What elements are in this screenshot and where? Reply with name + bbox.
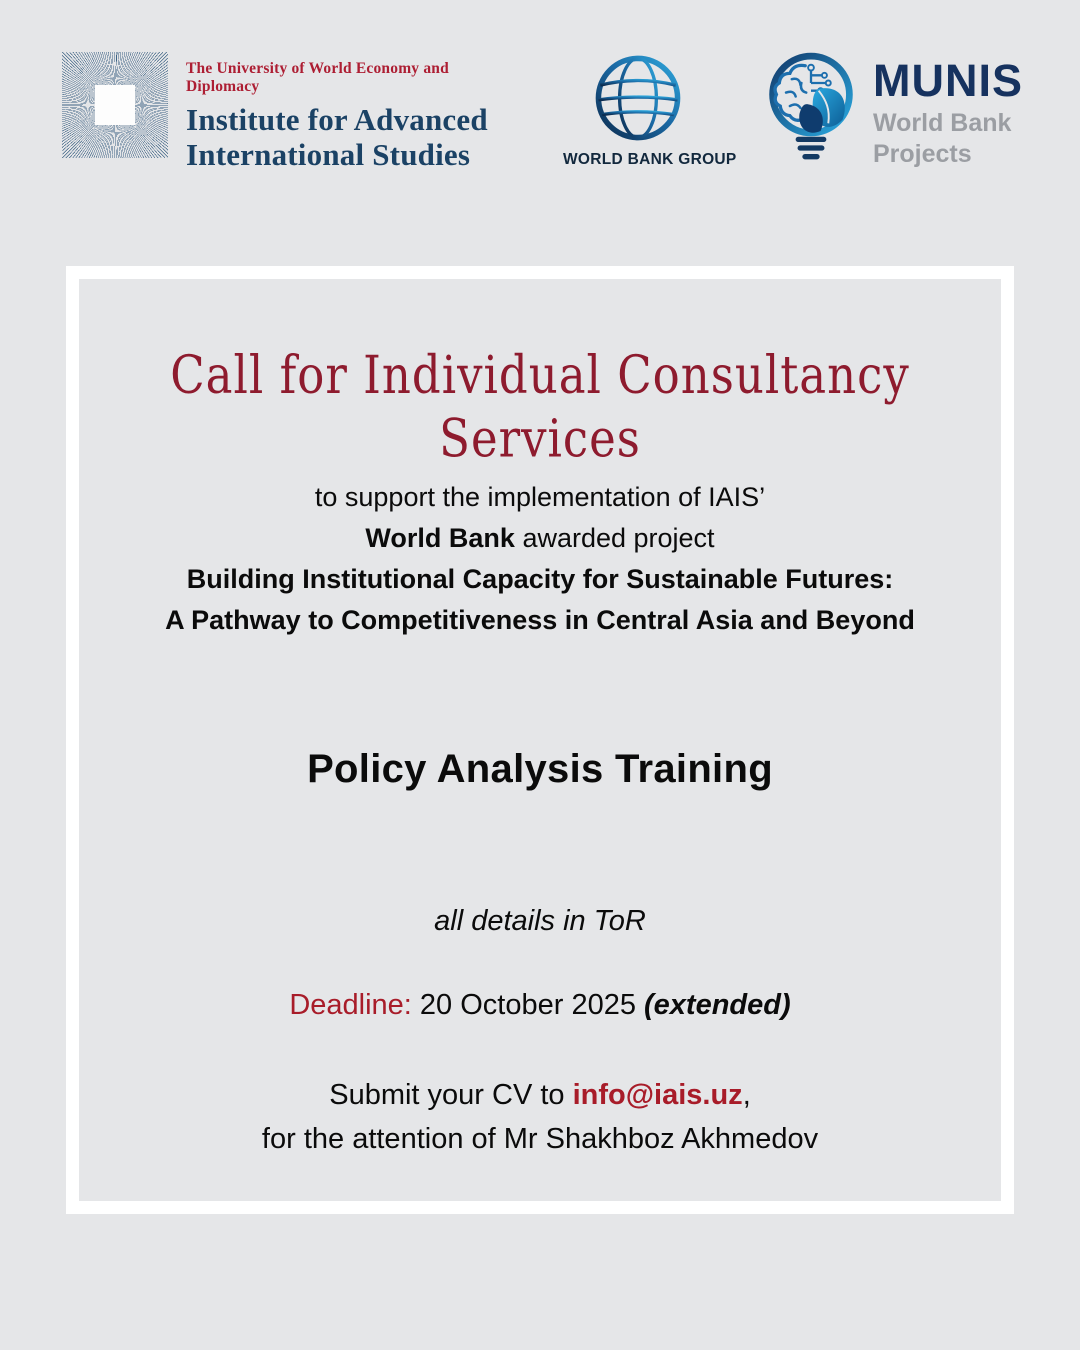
- world-bank-globe-icon: [592, 52, 684, 144]
- program-title: Policy Analysis Training: [307, 747, 773, 791]
- attention-line: for the attention of Mr Shakhboz Akhmedov: [261, 1123, 819, 1155]
- poster-frame: [66, 266, 1014, 1214]
- intro-line1: to support the implementation of IAIS’: [314, 482, 766, 512]
- intro-paragraph: [79, 477, 1001, 641]
- world-bank-logo: [563, 52, 737, 169]
- submit-suffix: ,: [742, 1079, 751, 1111]
- header: [0, 0, 1080, 200]
- submit-email-link[interactable]: info@iais.uz: [572, 1079, 743, 1111]
- deadline-extended: (extended): [644, 989, 791, 1021]
- iais-logo-text: [186, 60, 526, 172]
- poster-title: [79, 343, 1001, 471]
- university-name: The University of World Economy and Diplomacy: [186, 60, 449, 95]
- submit-prefix: Submit your CV to: [329, 1079, 573, 1111]
- intro-line4: A Pathway to Competitiveness in Central Asia and Beyond: [165, 605, 915, 635]
- details-note: all details in ToR: [434, 905, 646, 937]
- munis-subtitle-line2: Projects: [873, 140, 972, 168]
- munis-logo: [763, 50, 1023, 170]
- world-bank-label: WORLD BANK GROUP: [563, 151, 737, 168]
- munis-bulb-icon: [763, 50, 859, 164]
- munis-subtitle-line1: World Bank: [873, 109, 1012, 137]
- iais-sunburst-logo-icon: [62, 52, 168, 158]
- deadline-value: 20 October 2025: [411, 989, 645, 1021]
- poster-title-line1: Call for Individual Consultancy: [170, 344, 910, 406]
- submit-line: [79, 1073, 1001, 1117]
- poster-title-line2: Services: [439, 407, 641, 470]
- munis-logo-text: [873, 50, 1023, 170]
- intro-line3: Building Institutional Capacity for Sustainable Futures:: [186, 564, 894, 594]
- intro-line2-bold: World Bank: [365, 523, 515, 553]
- institute-name-line2: International Studies: [186, 137, 471, 172]
- intro-line2-rest: awarded project: [514, 523, 715, 553]
- deadline-label: Deadline:: [289, 989, 412, 1021]
- munis-title: MUNIS: [873, 55, 1023, 106]
- deadline-line: [79, 989, 1001, 1022]
- intro-line2: [79, 518, 1001, 559]
- submit-block: [79, 1073, 1001, 1161]
- institute-name-line1: Institute for Advanced: [186, 102, 488, 137]
